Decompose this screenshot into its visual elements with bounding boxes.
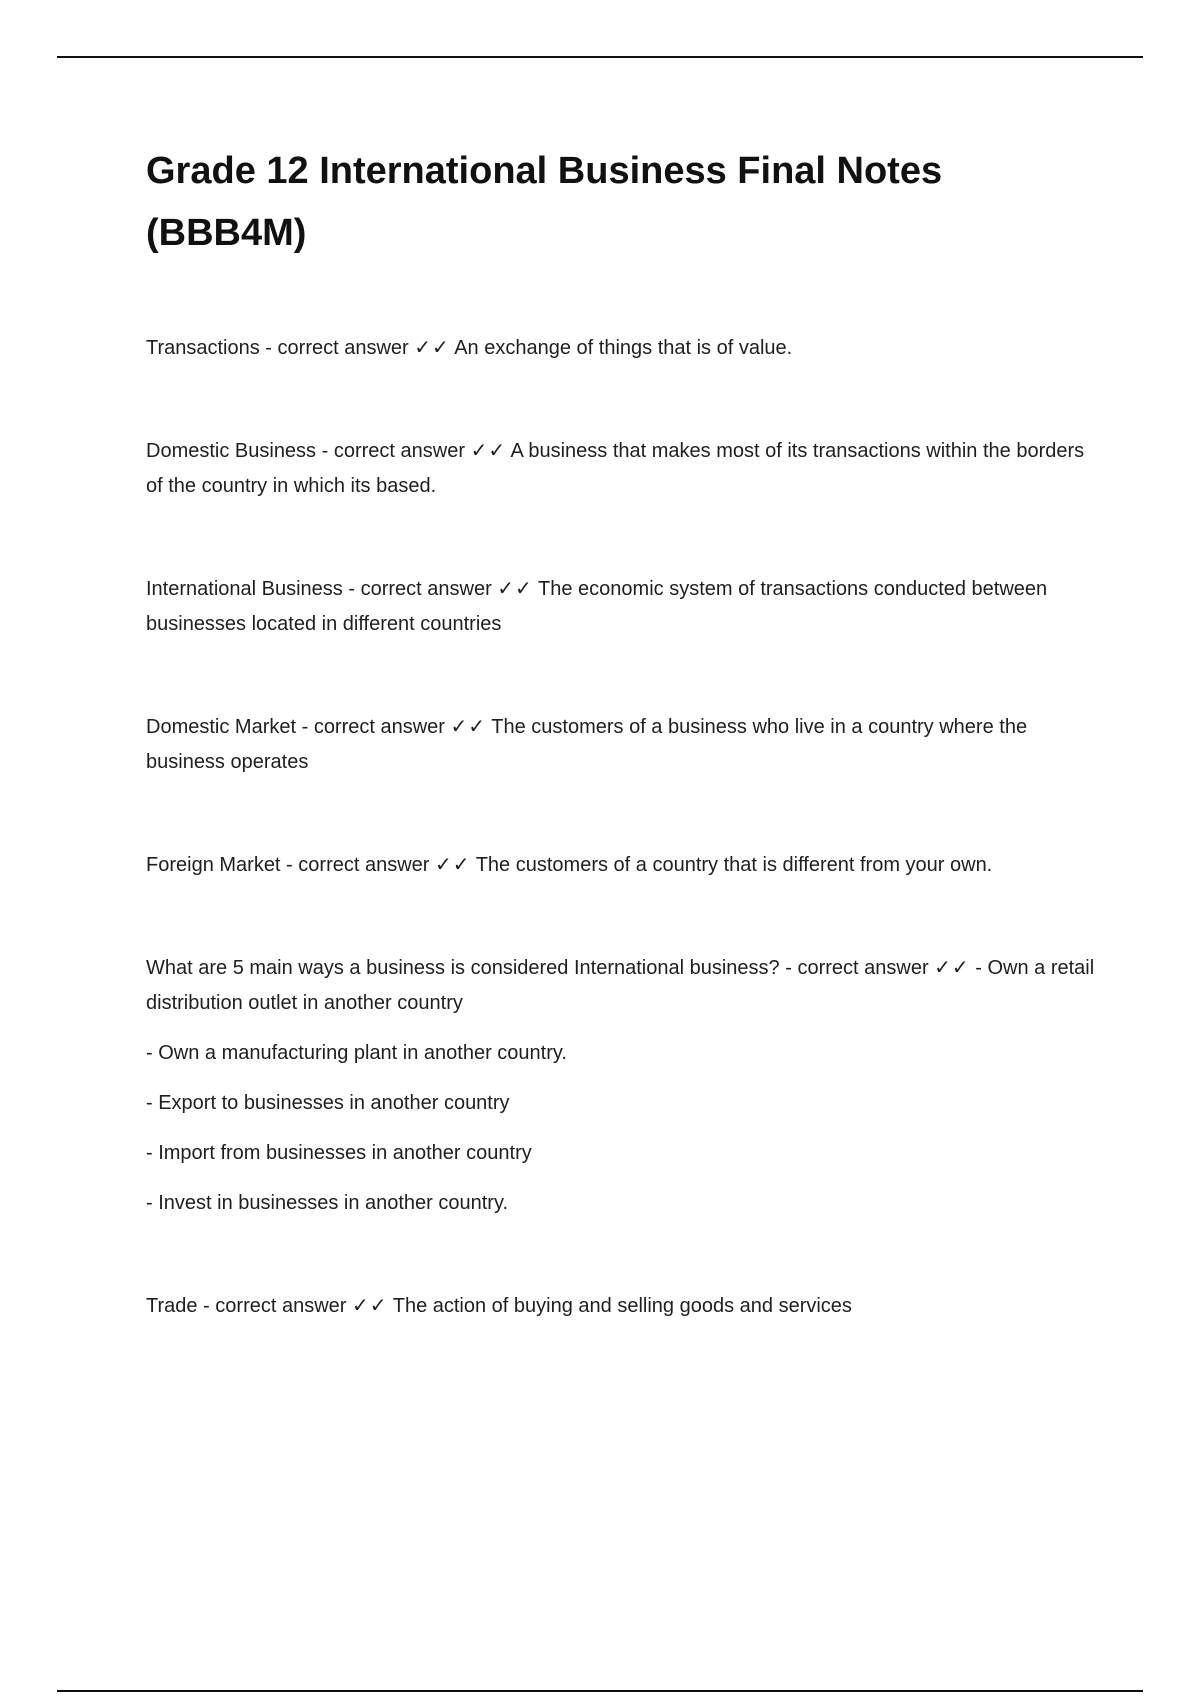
entry-term: Trade <box>146 1295 198 1317</box>
entry-definition: The economic system of transactions conducted between businesses located in different countries <box>146 578 1048 635</box>
list-item: - Invest in businesses in another country. <box>146 1192 509 1214</box>
entry-term: International Business <box>146 578 343 600</box>
page-title: Grade 12 International Business Final Notes (BBB4M) <box>146 150 943 254</box>
entry-transactions: Transactions - correct answer ✓✓ An exchange of things that is of value. <box>146 335 793 359</box>
entry-domestic-market: Domestic Market - correct answer ✓✓ The customers of a business who live in a country where the business operates <box>146 714 1028 773</box>
entry-definition: The action of buying and selling goods and services <box>392 1295 852 1317</box>
entry-domestic-business: Domestic Business - correct answer ✓✓ A business that makes most of its transactions within the borders of the country in which its based. <box>146 438 1085 497</box>
entry-five-ways: What are 5 main ways a business is considered International business? - correct answer ✓✓ - Own a retail distribution outlet in another country <box>146 955 1095 1014</box>
entry-international-business: International Business - correct answer ✓✓ The economic system of transactions conducted between businesses located in different countries <box>146 576 1048 635</box>
entry-definition: An exchange of things that is of value. <box>454 337 793 359</box>
list-item: - Own a manufacturing plant in another country. <box>146 1042 567 1064</box>
answer-marker: correct answer <box>360 578 492 600</box>
entry-definition: The customers of a country that is different from your own. <box>475 854 993 876</box>
double-check-icon: ✓✓ <box>414 335 450 359</box>
double-check-icon: ✓✓ <box>470 438 507 462</box>
double-check-icon: ✓✓ <box>352 1293 388 1317</box>
answer-marker: correct answer <box>277 337 409 359</box>
entry-definition: The customers of a business who live in a country where the business operates <box>146 716 1028 773</box>
double-check-icon: ✓✓ <box>934 955 970 979</box>
answer-marker: correct answer <box>333 440 465 462</box>
entry-term: Domestic Market <box>146 716 297 738</box>
entry-foreign-market: Foreign Market - correct answer ✓✓ The customers of a country that is different from your own. <box>146 852 993 876</box>
double-check-icon: ✓✓ <box>435 852 471 876</box>
bottom-rule <box>57 1690 1143 1692</box>
entry-term: Transactions <box>146 337 260 359</box>
entry-term: Domestic Business <box>146 440 317 462</box>
double-check-icon: ✓✓ <box>497 576 533 600</box>
list-item: - Import from businesses in another country <box>146 1142 532 1164</box>
list-item: - Export to businesses in another country <box>146 1092 510 1114</box>
document-body <box>146 140 1096 1324</box>
entry-trade: Trade - correct answer ✓✓ The action of buying and selling goods and services <box>146 1293 852 1317</box>
answer-marker: correct answer <box>298 854 430 876</box>
answer-marker: correct answer <box>215 1295 347 1317</box>
entry-definition: - Own a retail distribution outlet in another country <box>146 957 1095 1014</box>
entry-term: What are 5 main ways a business is considered International business? <box>146 957 780 979</box>
entry-term: Foreign Market <box>146 854 281 876</box>
answer-marker: correct answer <box>313 716 445 738</box>
entry-definition: A business that makes most of its transactions within the borders of the country in which its based. <box>146 440 1085 497</box>
answer-marker: correct answer <box>797 957 929 979</box>
double-check-icon: ✓✓ <box>450 714 487 738</box>
top-rule <box>57 56 1143 58</box>
